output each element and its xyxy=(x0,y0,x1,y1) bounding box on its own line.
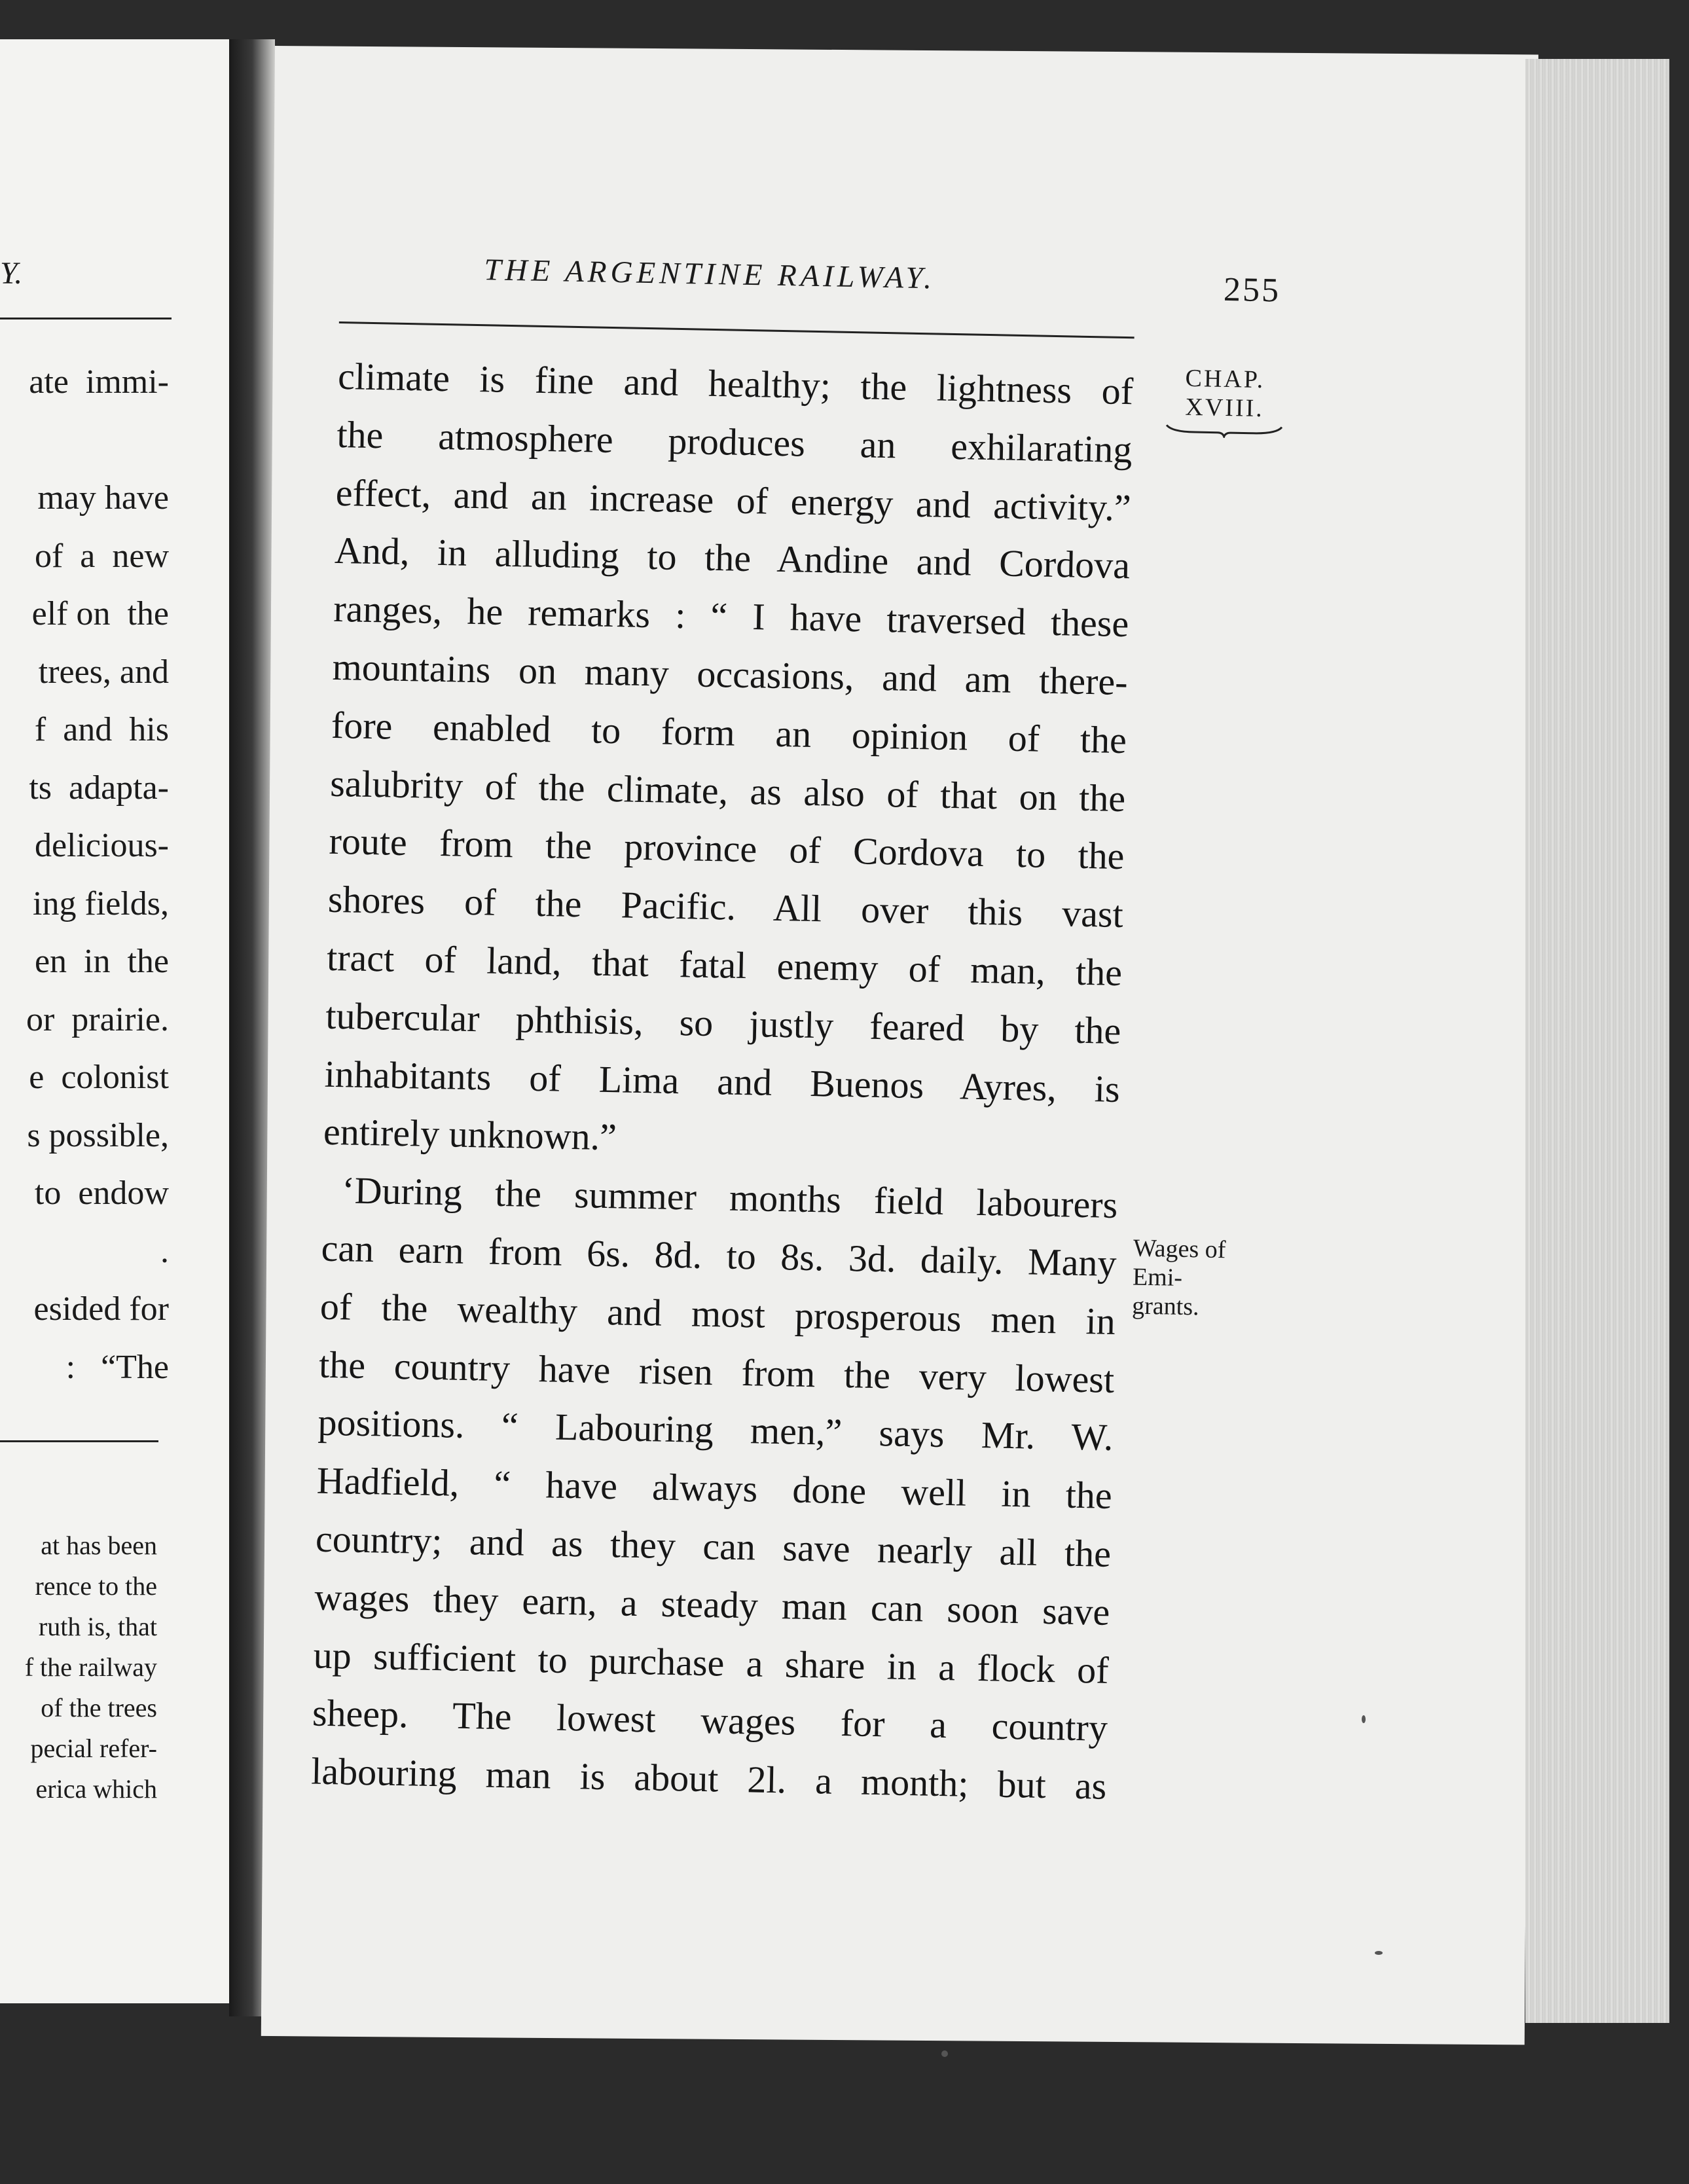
body-line: ‘During the summer months field labourers xyxy=(341,1169,1118,1227)
body-line: country; and as they can save nearly all the xyxy=(315,1517,1112,1575)
body-line: inhabitants of Lima and Buenos Ayres, is xyxy=(324,1052,1121,1110)
scan-speck xyxy=(1375,1951,1383,1955)
left-body-text xyxy=(0,354,169,1396)
body-line: of the wealthy and most prosperous men in xyxy=(319,1284,1116,1343)
chapter-label: CHAP. xyxy=(1185,364,1265,394)
body-line: sheep. The lowest wages for a country xyxy=(312,1691,1108,1750)
left-body-line: s possible, xyxy=(27,1116,169,1154)
left-body-line: trees, and xyxy=(38,653,169,691)
left-body-line: delicious- xyxy=(34,827,169,864)
left-footnote-line: erica which xyxy=(35,1774,157,1804)
chapter-number: XVIII. xyxy=(1185,393,1265,423)
brace-icon xyxy=(1165,422,1283,439)
left-footnote-line: of the trees xyxy=(41,1693,157,1722)
scan-speck xyxy=(1362,1715,1366,1723)
left-footnote-rule xyxy=(0,1440,158,1442)
left-footnote-line: rence to the xyxy=(35,1571,157,1601)
left-body-line: ing fields, xyxy=(33,884,169,922)
left-head-rule xyxy=(0,318,172,319)
body-line: mountains on many occasions, and am there- xyxy=(332,645,1129,704)
left-body-line: f and his xyxy=(34,711,169,748)
wages-margin-note: Wages of Emi- grants. xyxy=(1131,1234,1226,1321)
left-footnote-line: at has been xyxy=(41,1531,157,1560)
body-line: ranges, he remarks : “ I have traversed these xyxy=(333,587,1129,646)
chapter-margin-note xyxy=(1162,363,1288,439)
body-line: climate is fine and healthy; the lightness of xyxy=(337,354,1134,413)
left-facing-page xyxy=(0,39,241,2003)
body-line: fore enabled to form an opinion of the xyxy=(331,703,1127,761)
body-line: positions. “ Labouring men,” says Mr. W. xyxy=(317,1400,1114,1459)
left-body-line: to endow xyxy=(34,1174,169,1212)
left-footnote-line: f the railway xyxy=(24,1652,157,1682)
body-line: tubercular phthisis, so justly feared by the xyxy=(325,994,1121,1052)
body-line: effect, and an increase of energy and activity.” xyxy=(335,471,1132,529)
left-body-line: may have xyxy=(37,479,169,517)
left-running-head: Y. xyxy=(0,256,23,291)
left-body-line: elf on the xyxy=(31,595,169,632)
left-body-line: or prairie. xyxy=(26,1000,169,1038)
scan-speck xyxy=(941,2050,948,2057)
body-line: And, in alluding to the Andine and Cordova xyxy=(334,529,1131,587)
left-body-line: en in the xyxy=(34,943,169,980)
body-line: salubrity of the climate, as also of that on the xyxy=(329,761,1126,820)
body-line: up sufficient to purchase a share in a flock of xyxy=(313,1633,1110,1692)
body-line: the atmosphere produces an exhilarating xyxy=(336,412,1133,471)
body-line: shores of the Pacific. All over this vast xyxy=(327,877,1124,936)
body-line: can earn from 6s. 8d. to 8s. 3d. daily. Many xyxy=(321,1226,1117,1284)
running-head: THE ARGENTINE RAILWAY. xyxy=(483,253,936,296)
body-line: tract of land, that fatal enemy of man, the xyxy=(326,936,1123,994)
body-line: the country have risen from the very lowest xyxy=(318,1343,1115,1401)
body-text xyxy=(310,348,1133,1816)
body-line: Hadfield, “ have always done well in the xyxy=(316,1459,1113,1518)
left-body-line: ate immi- xyxy=(29,363,169,401)
left-footnote-line: pecial refer- xyxy=(30,1734,157,1763)
body-line: labouring man is about 2l. a month; but as xyxy=(310,1749,1107,1808)
left-body-line: : “The xyxy=(65,1348,169,1386)
left-body-line xyxy=(0,412,169,470)
body-line: route from the province of Cordova to the xyxy=(329,820,1125,878)
left-footnotes xyxy=(0,1525,157,1810)
body-line: wages they earn, a steady man can soon save xyxy=(314,1575,1110,1633)
left-footnote-line: ruth is, that xyxy=(38,1612,157,1641)
left-body-line: . xyxy=(160,1232,169,1270)
left-body-line: e colonist xyxy=(29,1059,169,1096)
page-edges xyxy=(1525,59,1669,2023)
left-body-line: ts adapta- xyxy=(29,769,169,807)
left-body-line: of a new xyxy=(34,537,169,575)
page-number: 255 xyxy=(1223,270,1281,310)
body-line: entirely unknown.” xyxy=(323,1110,617,1159)
left-body-line: esided for xyxy=(33,1290,169,1328)
